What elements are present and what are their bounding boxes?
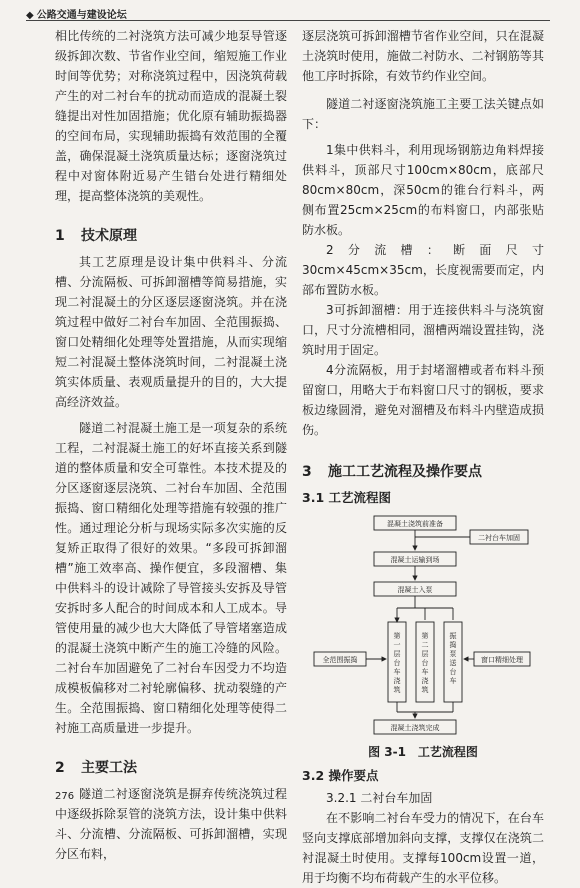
section-2-title: 主要工法	[81, 760, 137, 776]
flow-text-trolley: 二衬台车加固	[478, 534, 520, 542]
section-2-number: 2	[55, 760, 65, 776]
section-1-heading	[55, 226, 287, 246]
flow-text-pump: 混凝土入泵	[397, 586, 433, 594]
trolley-reinforcement-paragraph: 在不影响二衬台车受力的情况下，在台车竖向支撑底部增加斜向支撑，支撑仅在浇筑二衬混凝土时使用。支撑每100cm设置一道，用于均衡不均布荷载产生的水平位移。	[302, 811, 544, 885]
header-rule	[26, 20, 550, 21]
right-column	[302, 26, 544, 888]
key-point-3: 3可拆卸溜槽：用于连接供料斗与浇筑窗口，尺寸分流槽相同，溜槽两端设置挂钩，浇筑时用于固定。	[302, 303, 544, 357]
subsection-3-1: 3.1 工艺流程图	[302, 490, 391, 505]
flow-text-start: 混凝土浇筑前准备	[387, 520, 443, 528]
flow-text-vibrate: 全范围振捣	[322, 656, 358, 664]
section-1-title: 技术原理	[81, 228, 137, 244]
principle-paragraph-1: 其工艺原理是设计集中供料斗、分流槽、分流隔板、可拆卸溜槽等简易措施，实现二衬混凝土的分区逐层逐窗浇筑。并在浇筑过程中做好二衬台车加固、全范围振捣、窗口处精细化处理等处置措施，从而实现缩短二衬混凝土整体浇筑时间，二衬混凝土浇筑实体质量、表观质量提升的目的，大大提高经济效益。	[55, 255, 287, 409]
flow-text-col2: 第二层台车浇筑	[421, 632, 429, 694]
key-point-2: 2分流槽：断面尺寸30cm×45cm×35cm，长度视需要而定，内部布置防水板。	[302, 243, 544, 297]
method-paragraph: 隧道二衬逐窗浇筑是摒弃传统浇筑过程中逐级拆除泵管的浇筑方法，设计集中供料斗、分流槽、分流隔板、可拆卸溜槽，实现分区布料，	[55, 787, 287, 861]
page-number: 276	[55, 791, 75, 802]
right-intro-paragraph: 逐层浇筑可拆卸溜槽节省作业空间，只在混凝土浇筑时使用，施做二衬防水、二衬钢筋等其他工序时拆除，有效节约作业空间。	[302, 29, 544, 83]
intro-paragraph: 相比传统的二衬浇筑方法可减少地泵导管逐级拆卸次数、节省作业空间，缩短施工作业时间等优势；对称浇筑过程中，因浇筑荷载产生的对二衬台车的扰动而造成的混凝土裂缝提出对性加固措施；优化原有辅助振捣器的空间布局，实现辅助振捣有效范围的全覆盖，确保混凝土浇筑质量达标；逐窗浇筑过程中对窗体附近易产生错台处进行精细处理，提高整体浇筑的美观性。	[55, 29, 287, 203]
section-3-number: 3	[302, 464, 312, 480]
figure-caption: 图 3-1 工艺流程图	[368, 745, 478, 759]
journal-header: ◆ 公路交通与建设论坛	[26, 6, 127, 21]
principle-paragraph-2: 隧道二衬混凝土施工是一项复杂的系统工程，二衬混凝土施工的好坏直接关系到隧道的整体质量和安全可靠性。本技术提及的分区逐窗逐层浇筑、二衬台车加固、全范围振捣、窗口精细化处理等措施有较强的推广性。通过理论分析与现场实际多次实施的反复矫正取得了很好的效果。“多段可拆卸溜槽”施工效率高、操作便宜，多段溜槽、集中供料斗的设计减除了导管接头安拆及导管安拆时多人配合的时间成本和人工成本。导管使用量的减少也大大降低了导管堵塞造成的混凝土浇筑中断产生的施工冷缝的风险。二衬台车加固避免了二衬台车因受力不均造成模板偏移对二衬轮廓偏移、扰动裂缝的产生。全范围振捣、窗口精细化处理等使得二衬施工高质量进一步提升。	[55, 421, 287, 735]
flow-text-col1: 第一层台车浇筑	[393, 632, 401, 694]
key-point-4: 4分流隔板，用于封堵溜槽或者布料斗预留窗口，用略大于布料窗口尺寸的钢板，要求板边缘圆滑，避免对溜槽及布料斗内壁造成损伤。	[302, 363, 544, 437]
left-column	[55, 26, 287, 864]
flow-text-end: 混凝土浇筑完成	[390, 724, 440, 732]
flow-text-window: 窗口精细处理	[481, 656, 523, 664]
key-points-intro: 隧道二衬逐窗浇筑施工主要工法关键点如下：	[302, 97, 544, 131]
subsection-3-2-1: 3.2.1 二衬台车加固	[326, 791, 433, 805]
flowchart-svg	[302, 512, 544, 740]
flow-text-col3: 振捣泵送台车	[449, 632, 457, 685]
section-2-heading	[55, 758, 287, 778]
key-point-1: 1集中供料斗，利用现场钢筋边角料焊接供料斗，顶部尺寸100cm×80cm，底部尺80cm×80cm，深50cm的锥台行料斗，两侧布置25cm×25cm的布料窗口，内部张贴防水板。	[302, 143, 544, 237]
flow-text-transport: 混凝土运输到场	[390, 556, 440, 564]
process-flowchart	[302, 512, 544, 740]
section-3-title: 施工工艺流程及操作要点	[328, 464, 482, 480]
section-1-number: 1	[55, 228, 65, 244]
subsection-3-2: 3.2 操作要点	[302, 768, 379, 783]
section-3-heading	[302, 462, 544, 482]
